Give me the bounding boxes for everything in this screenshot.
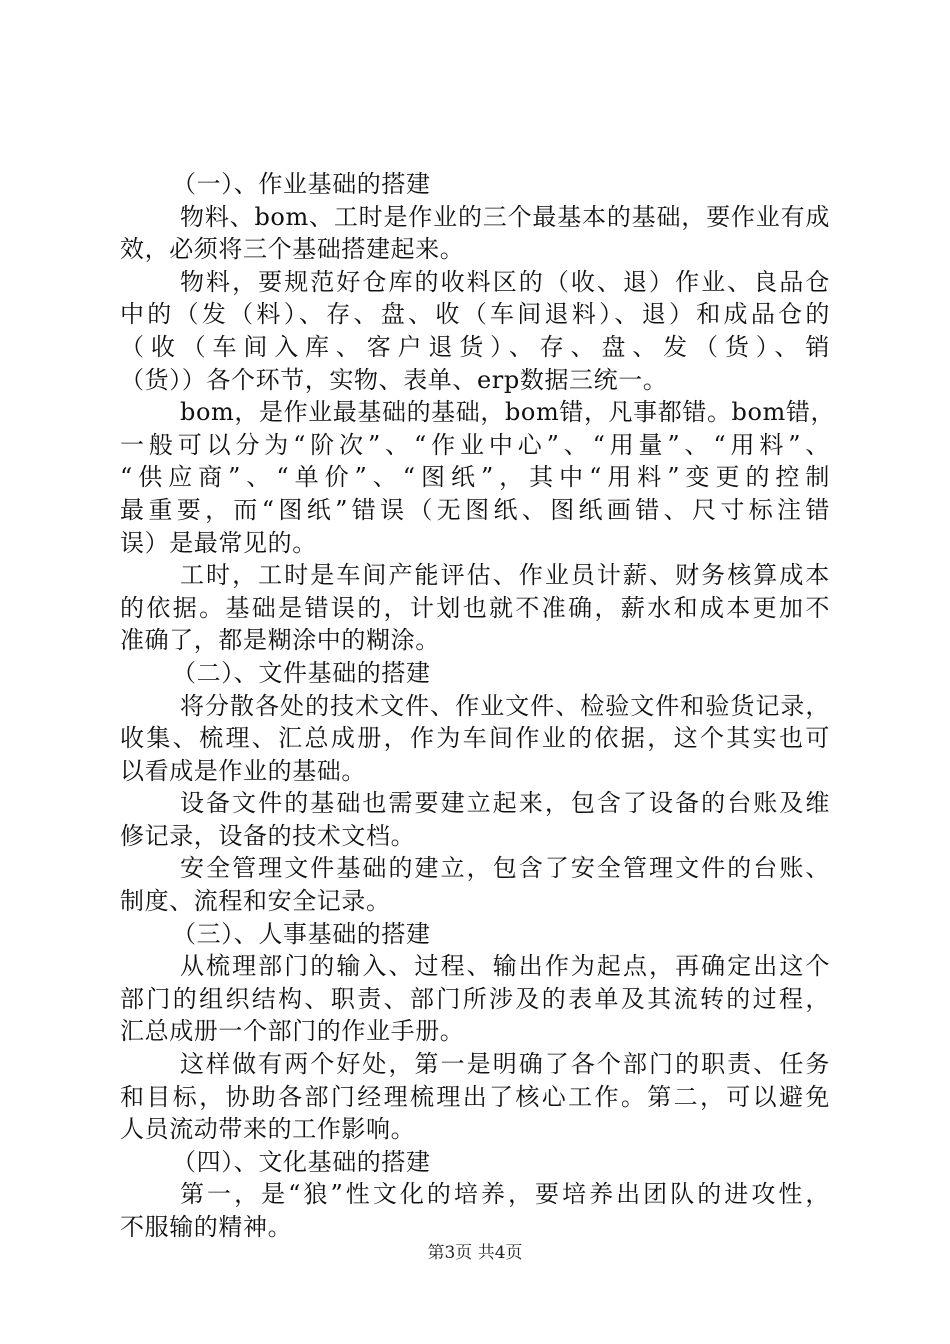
- paragraph-line: 的依据。基础是错误的，计划也就不准确，薪水和成本更加不: [120, 593, 830, 622]
- paragraph-line: 这样做有两个好处，第一是明确了各个部门的职责、任务: [180, 1050, 830, 1079]
- paragraph-line: 部门的组织结构、职责、部门所涉及的表单及其流转的过程，: [120, 984, 830, 1013]
- paragraph-line: 从梳理部门的输入、过程、输出作为起点，再确定出这个: [180, 952, 830, 981]
- paragraph-line: 第一，是“狼”性文化的培养，要培养出团队的进攻性，: [180, 1180, 830, 1209]
- paragraph-line: 人员流动带来的工作影响。: [120, 1115, 416, 1144]
- paragraph-line: 设备文件的基础也需要建立起来，包含了设备的台账及维: [180, 789, 830, 818]
- section-heading-1: （一）、作业基础的搭建: [172, 170, 431, 198]
- paragraph-line: 将分散各处的技术文件、作业文件、检验文件和验货记录，: [180, 691, 830, 720]
- paragraph-line: 中的（发（料）、存、盘、收（车间退料）、退）和成品仓的: [120, 300, 830, 329]
- paragraph-line: 不服输的精神。: [120, 1213, 293, 1241]
- paragraph-line: “供应商”、“单价”、“图纸”，其中“用料”变更的控制: [120, 463, 830, 492]
- paragraph-line: 物料、bom、工时是作业的三个最基本的基础，要作业有成: [180, 202, 830, 231]
- paragraph-line: 效，必须将三个基础搭建起来。: [120, 235, 465, 264]
- paragraph-line: 修记录，设备的技术文档。: [120, 821, 416, 850]
- paragraph-line: 以看成是作业的基础。: [120, 756, 366, 785]
- paragraph-line: 准确了，都是糊涂中的糊涂。: [120, 626, 440, 655]
- paragraph-line: 汇总成册一个部门的作业手册。: [120, 1017, 465, 1046]
- paragraph-line: 和目标，协助各部门经理梳理出了核心工作。第二，可以避免: [120, 1082, 830, 1111]
- paragraph-line: 最重要，而“图纸”错误（无图纸、图纸画错、尺寸标注错: [120, 495, 830, 524]
- paragraph-line: （收（车间入库、客户退货）、存、盘、发（货）、销: [120, 332, 830, 361]
- paragraph-line: 误）是最常见的。: [120, 528, 317, 557]
- section-heading-4: （四）、文化基础的搭建: [172, 1147, 431, 1176]
- paragraph-line: 工时，工时是车间产能评估、作业员计薪、财务核算成本: [180, 561, 830, 590]
- paragraph-line: bom，是作业最基础的基础，bom错，凡事都错。bom错，: [180, 398, 836, 427]
- paragraph-line: 物料，要规范好仓库的收料区的（收、退）作业、良品仓: [180, 267, 830, 296]
- section-heading-2: （二）、文件基础的搭建: [172, 658, 431, 687]
- document-body: [120, 168, 836, 1244]
- paragraph-line: 收集、梳理、汇总成册，作为车间作业的依据，这个其实也可: [120, 724, 830, 753]
- paragraph-line: 一般可以分为“阶次”、“作业中心”、“用量”、“用料”、: [120, 430, 830, 459]
- section-heading-3: （三）、人事基础的搭建: [172, 919, 431, 948]
- page-number-footer: 第3页 共4页: [427, 1243, 523, 1263]
- paragraph-line: 制度、流程和安全记录。: [120, 887, 391, 916]
- paragraph-line: （货））各个环节，实物、表单、erp数据三统一。: [120, 365, 668, 394]
- paragraph-line: 安全管理文件基础的建立，包含了安全管理文件的台账、: [180, 854, 830, 883]
